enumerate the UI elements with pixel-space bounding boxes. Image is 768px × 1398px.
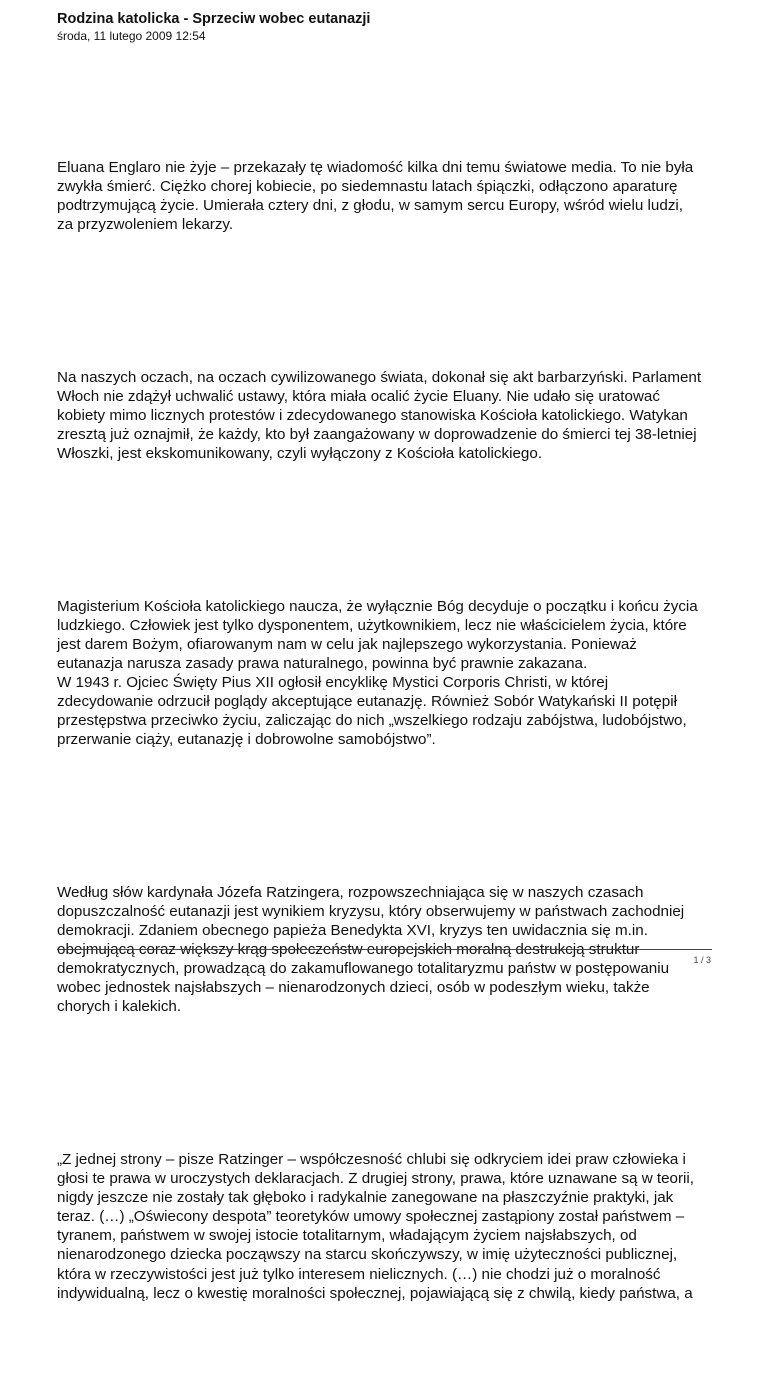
text-line: podtrzymującą życie. Umierała cztery dni, z głodu, w samym sercu Europy, wśród wielu ludzi, xyxy=(57,197,684,215)
publication-date: środa, 11 lutego 2009 12:54 xyxy=(57,29,206,43)
text-line: dopuszczalność eutanazji jest wynikiem kryzysu, który obserwujemy w państwach zachodniej xyxy=(57,903,685,920)
page-number: 1 / 3 xyxy=(693,955,711,965)
text-line: eutanazja narusza zasady prawa naturalnego, powinna być prawnie zakazana. xyxy=(57,655,588,673)
paragraph xyxy=(57,559,717,788)
text-line: zdecydowanie odrzucił poglądy akceptujące eutanazję. Również Sobór Watykański II potępił xyxy=(57,693,677,711)
article-body xyxy=(57,120,717,1398)
paragraph xyxy=(57,330,717,502)
text-line: zresztą już oznajmił, że każdy, kto był zaangażowany w doprowadzenie do śmierci tej 38-letniej xyxy=(57,426,697,444)
text-line: demokracji. Zdaniem obecnego papieża Benedykta XVI, kryzys ten uwidacznia się m.in. xyxy=(57,922,648,940)
footer-divider xyxy=(57,949,712,950)
text-line: demokratycznych, prowadzącą do zakamuflowanego totalitaryzmu państw w postępowaniu xyxy=(57,960,670,978)
text-line: Magisterium Kościoła katolickiego naucza, że wyłącznie Bóg decyduje o początku i końcu życia xyxy=(57,597,698,615)
paragraph xyxy=(57,1112,717,1341)
text-line: obejmującą coraz większy krąg społeczeństw europejskich moralną destrukcją struktur xyxy=(57,941,640,959)
text-line: przerwanie ciąży, eutanazję i dobrowolne samobójstwo”. xyxy=(57,731,436,749)
text-line: za przyzwoleniem lekarzy. xyxy=(57,216,234,234)
text-line: tyranem, państwem w swojej istocie totalitarnym, władającym życiem najsłabszych, od xyxy=(57,1227,637,1245)
text-line: Na naszych oczach, na oczach cywilizowanego świata, dokonał się akt barbarzyński. Parlament xyxy=(57,368,702,386)
document-header xyxy=(57,11,370,44)
text-line: teraz. (…) „Oświecony despota” teoretyków umowy społecznej zastąpiony został państwem – xyxy=(57,1208,685,1226)
text-line: ludzkiego. Człowiek jest tylko dysponentem, użytkownikiem, lecz nie właścicielem życia, które xyxy=(57,616,687,634)
paragraph xyxy=(57,120,717,273)
text-line: zwykła śmierć. Ciężko chorej kobiecie, po siedemnastu latach śpiączki, odłączono aparaturę xyxy=(57,178,678,196)
text-line: głosi te prawa w uroczystych deklaracjach. Z drugiej strony, prawa, które uznawane są w teorii, xyxy=(57,1170,695,1188)
document-title: Rodzina katolicka - Sprzeciw wobec eutanazji xyxy=(57,11,371,27)
text-line: Eluana Englaro nie żyje – przekazały tę wiadomość kilka dni temu światowe media. To nie była xyxy=(57,159,694,177)
text-line: chorych i kalekich. xyxy=(57,998,182,1016)
text-line: W 1943 r. Ojciec Święty Pius XII ogłosił encyklikę Mystici Corporis Christi, w której xyxy=(57,674,609,692)
text-line: Włoch nie zdążył uchwalić ustawy, która miała ocalić życie Eluany. Nie udało się uratować xyxy=(57,388,660,406)
text-line: która w rzeczywistości jest już tylko interesem nielicznych. (…) nie chodzi już o moralność xyxy=(57,1265,661,1283)
text-line: kobiety mimo licznych protestów i zdecydowanego stanowiska Kościoła katolickiego. Watykan xyxy=(57,407,688,425)
text-line: „Z jednej strony – pisze Ratzinger – współczesność chlubi się odkryciem idei praw człowieka i xyxy=(57,1150,686,1168)
text-line: wobec jednostek najsłabszych – nienarodzonych dzieci, osób w podeszłym wieku, także xyxy=(57,979,650,997)
text-line: nigdy jeszcze nie zostały tak głęboko i radykalnie zanegowane na płaszczyźnie praktyki, jak xyxy=(57,1189,674,1207)
text-line: przestępstwa przeciwko życiu, zaliczając do nich „wszelkiego rodzaju zabójstwa, ludobójstwo, xyxy=(57,712,687,730)
text-line: nienarodzonego dziecka począwszy na starcu skończywszy, w imię użyteczności publicznej, xyxy=(57,1246,678,1264)
text-line: indywidualną, lecz o kwestię moralności społecznej, pojawiającą się z chwilą, kiedy państwa, a xyxy=(57,1284,693,1302)
text-line: jest darem Bożym, ofiarowanym nam w celu jak najlepszego wykorzystania. Ponieważ xyxy=(57,635,637,653)
text-line: Włoszki, jest ekskomunikowany, czyli wyłączony z Kościoła katolickiego. xyxy=(57,445,543,463)
text-line: Według słów kardynała Józefa Ratzingera, rozpowszechniająca się w naszych czasach xyxy=(57,883,644,901)
